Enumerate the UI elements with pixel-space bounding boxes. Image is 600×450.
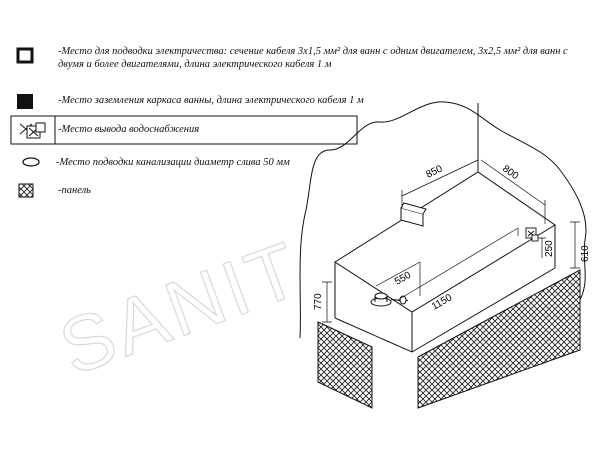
front-panel	[318, 322, 372, 408]
legend-panel: -панель	[58, 185, 91, 196]
watermark	[48, 224, 313, 392]
dim-550: 550	[393, 269, 413, 288]
legend-grounding: -Место заземления каркаса ванны, длина электрического кабеля 1 м	[58, 95, 364, 106]
watermark-text: SANIT	[48, 223, 314, 392]
electric-supply-icon	[18, 49, 32, 62]
legend-drain: -Место подводки канализации диаметр слива 50 мм	[56, 157, 290, 168]
legend-water-supply: -Место вывода водоснабжения	[58, 124, 200, 135]
dim-770: 770	[313, 293, 324, 310]
dim-850: 850	[424, 163, 445, 181]
dim-250: 250	[544, 240, 555, 257]
legend-electric-supply: -Место для подводки электричества: сечение кабеля 3х1,5 мм² для ванн с одним двигателем, 3х2,5 мм² для ванн с двумя и более двигателями, длина электрического кабеля 1 м	[58, 46, 568, 70]
dim-800: 800	[500, 163, 521, 183]
water-supply-icon	[11, 116, 55, 144]
grounding-icon	[17, 94, 33, 109]
drain-icon	[23, 158, 39, 166]
water-supply-pipe	[401, 203, 426, 226]
dim-1150: 1150	[430, 292, 455, 313]
panel-icon	[19, 184, 33, 197]
side-socket	[526, 228, 538, 241]
dim-610: 610	[580, 245, 591, 262]
drain-fitting	[371, 293, 408, 306]
side-panel	[418, 270, 580, 408]
